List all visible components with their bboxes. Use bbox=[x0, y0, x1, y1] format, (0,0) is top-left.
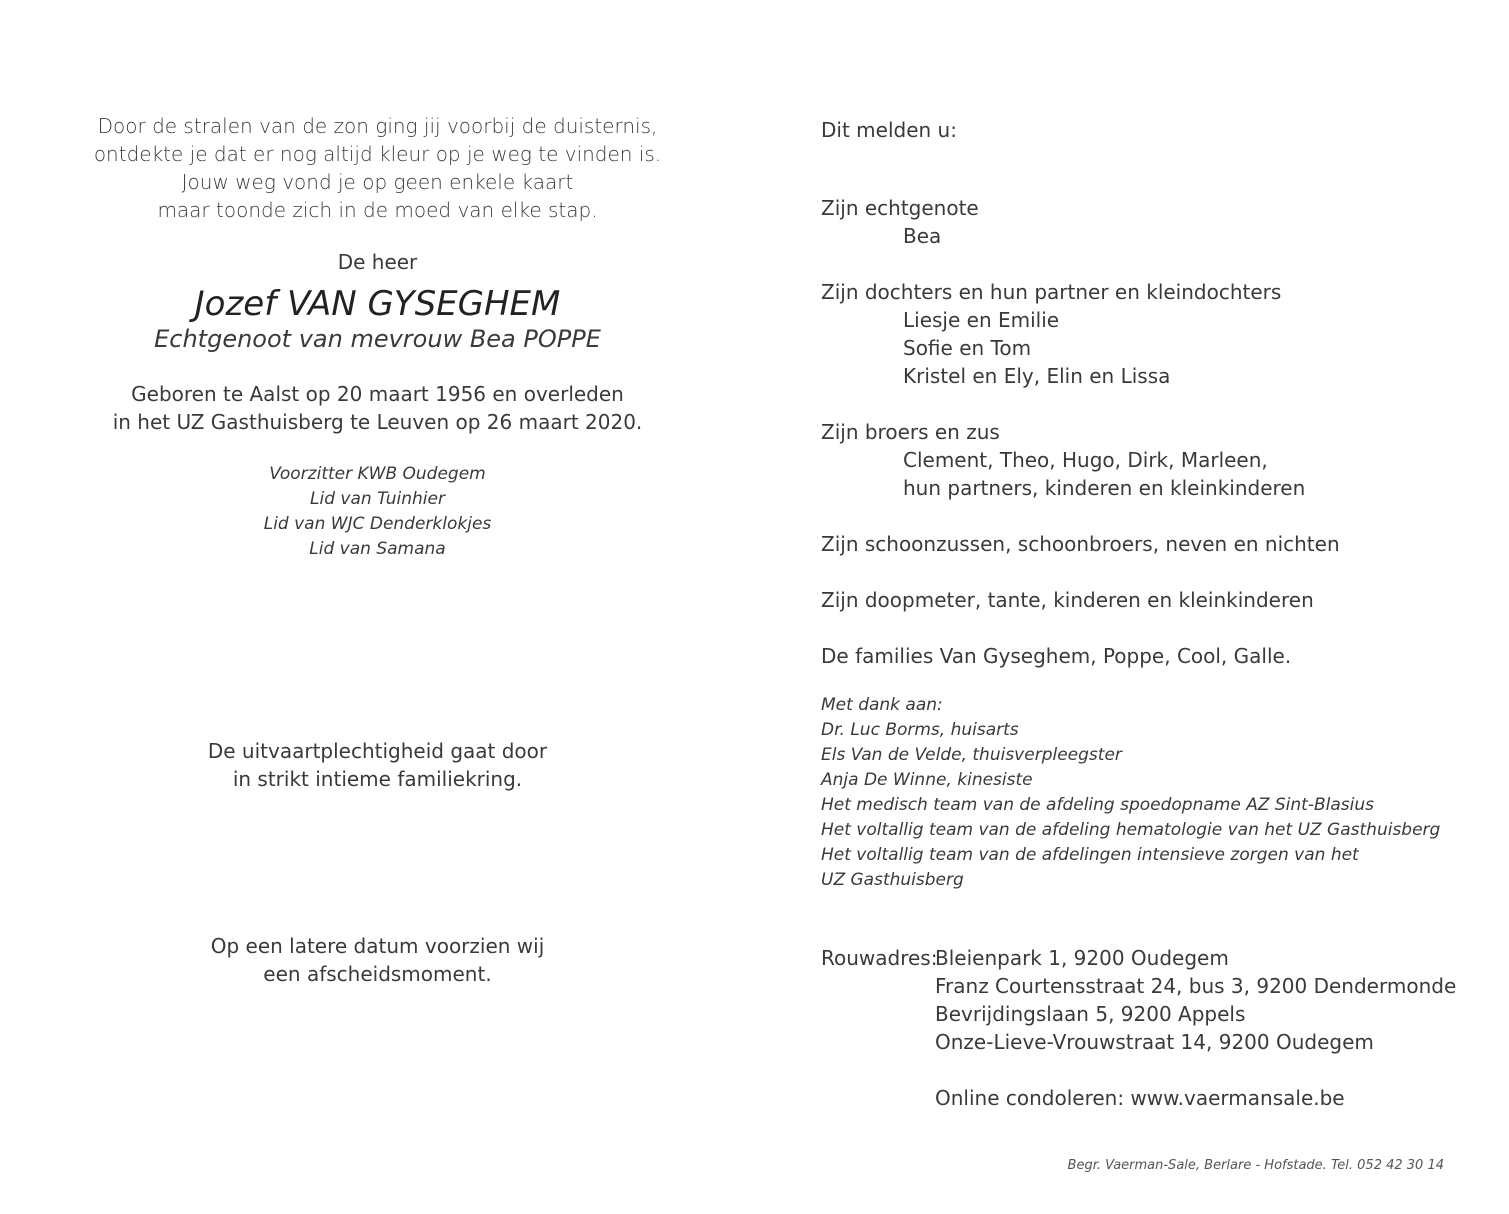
thanks-item: Het medisch team van de afdeling spoedopname AZ Sint-Blasius bbox=[821, 795, 1374, 815]
funeral-home-footer: Begr. Vaerman-Sale, Berlare - Hofstade. Tel. 052 42 30 14 bbox=[1067, 1158, 1444, 1173]
farewell-notice bbox=[90, 932, 665, 988]
group-member: Clement, Theo, Hugo, Dirk, Marleen, bbox=[903, 448, 1268, 472]
group-title: Zijn schoonzussen, schoonbroers, neven en nichten bbox=[821, 532, 1340, 556]
group-member: Sofie en Tom bbox=[903, 336, 1032, 360]
thanks-section bbox=[821, 693, 1481, 893]
address-line: Bevrijdingslaan 5, 9200 Appels bbox=[935, 1002, 1246, 1026]
thanks-heading: Met dank aan: bbox=[821, 695, 943, 715]
thanks-item: Het voltallig team van de afdeling hematologie van het UZ Gasthuisberg bbox=[821, 820, 1441, 840]
birth-death-info bbox=[90, 380, 665, 436]
group-member: hun partners, kinderen en kleinkinderen bbox=[903, 476, 1306, 500]
group-title: Zijn doopmeter, tante, kinderen en kleinkinderen bbox=[821, 588, 1314, 612]
thanks-item: Dr. Luc Borms, huisarts bbox=[821, 720, 1019, 740]
thanks-item: UZ Gasthuisberg bbox=[821, 870, 964, 890]
announcement bbox=[821, 116, 1481, 670]
birth-death-line: Geboren te Aalst op 20 maart 1956 en overleden bbox=[131, 382, 624, 406]
spouse-line: Echtgenoot van mevrouw Bea POPPE bbox=[154, 325, 601, 353]
poem-line: maar toonde zich in de moed van elke stap. bbox=[157, 198, 598, 222]
memberships bbox=[90, 462, 665, 562]
thanks-item: Els Van de Velde, thuisverpleegster bbox=[821, 745, 1122, 765]
thanks-item: Anja De Winne, kinesiste bbox=[821, 770, 1033, 790]
group-member: Bea bbox=[903, 224, 942, 248]
farewell-line: een afscheidsmoment. bbox=[263, 962, 492, 986]
address-label: Rouwadres: bbox=[821, 946, 938, 970]
deceased-name: Jozef VAN GYSEGHEM bbox=[194, 284, 561, 324]
group-title: Zijn dochters en hun partner en kleindochters bbox=[821, 280, 1282, 304]
online-condolence: Online condoleren: www.vaermansale.be bbox=[935, 1086, 1345, 1110]
membership-item: Voorzitter KWB Oudegem bbox=[269, 464, 486, 484]
funeral-notice bbox=[90, 737, 665, 793]
group-title: Zijn echtgenote bbox=[821, 196, 979, 220]
poem bbox=[90, 112, 665, 224]
poem-line: Door de stralen van de zon ging jij voorbij de duisternis, bbox=[97, 114, 658, 138]
title-prefix: De heer bbox=[337, 250, 418, 274]
poem-line: ontdekte je dat er nog altijd kleur op je weg te vinden is. bbox=[93, 142, 662, 166]
left-panel bbox=[90, 112, 665, 562]
announcement-intro: Dit melden u: bbox=[821, 118, 957, 142]
membership-item: Lid van Samana bbox=[309, 539, 446, 559]
group-member: Kristel en Ely, Elin en Lissa bbox=[903, 364, 1171, 388]
address-line: Bleienpark 1, 9200 Oudegem bbox=[935, 946, 1229, 970]
membership-item: Lid van WJC Denderklokjes bbox=[263, 514, 492, 534]
address-line: Franz Courtensstraat 24, bus 3, 9200 Dendermonde bbox=[935, 974, 1457, 998]
membership-item: Lid van Tuinhier bbox=[310, 489, 445, 509]
thanks-item: Het voltallig team van de afdelingen intensieve zorgen van het bbox=[821, 845, 1359, 865]
funeral-line: De uitvaartplechtigheid gaat door bbox=[207, 739, 548, 763]
funeral-line: in strikt intieme familiekring. bbox=[232, 767, 523, 791]
group-title: De families Van Gyseghem, Poppe, Cool, Galle. bbox=[821, 644, 1292, 668]
address-line: Onze-Lieve-Vrouwstraat 14, 9200 Oudegem bbox=[935, 1030, 1374, 1054]
group-title: Zijn broers en zus bbox=[821, 420, 1000, 444]
birth-death-line: in het UZ Gasthuisberg te Leuven op 26 maart 2020. bbox=[112, 410, 643, 434]
farewell-line: Op een latere datum voorzien wij bbox=[210, 934, 545, 958]
mourning-address bbox=[821, 944, 1481, 1112]
group-member: Liesje en Emilie bbox=[903, 308, 1060, 332]
poem-line: Jouw weg vond je op geen enkele kaart bbox=[181, 170, 574, 194]
